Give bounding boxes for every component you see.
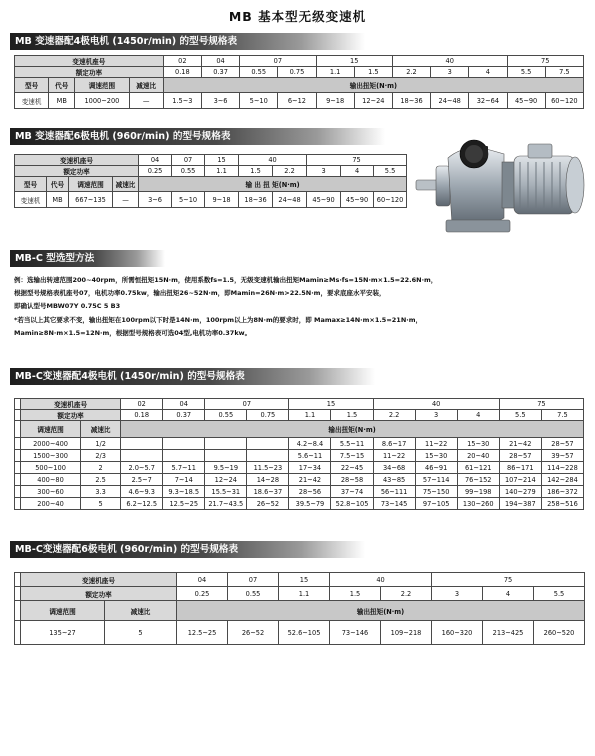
torque-cell: 57~114 (415, 474, 457, 486)
torque-cell: 18.6~37 (247, 486, 289, 498)
torque-cell: 39~57 (541, 450, 583, 462)
power-cell: 3 (307, 166, 341, 177)
power-label: 额定功率 (21, 410, 121, 421)
power-cell: 0.25 (139, 166, 172, 177)
torque-cell: 2.5~7 (121, 474, 163, 486)
power-cell: 3 (415, 410, 457, 421)
power-cell: 1.1 (205, 166, 239, 177)
power-cell: 0.18 (163, 67, 201, 78)
frame-cell: 02 (163, 56, 201, 67)
torque-cell: 7~14 (163, 474, 205, 486)
torque-cell: 9.3~18.5 (163, 486, 205, 498)
torque-cell: 3~6 (201, 93, 239, 109)
torque-cell: 142~284 (541, 474, 583, 486)
torque-cell: 186~372 (541, 486, 583, 498)
torque-cell: 5~10 (172, 192, 205, 208)
torque-cell: 43~85 (373, 474, 415, 486)
torque-cell: 32~64 (469, 93, 507, 109)
torque-cell: 28~58 (331, 474, 373, 486)
torque-cell (163, 438, 205, 450)
torque-cell: 5.6~11 (289, 450, 331, 462)
range-cell: 400~80 (21, 474, 81, 486)
frame-cell: 75 (432, 573, 585, 587)
page-title: MB 基本型无级变速机 (228, 9, 367, 24)
range-cell: 300~60 (21, 486, 81, 498)
torque-cell: 2.0~5.7 (121, 462, 163, 474)
range-cell: 500~100 (21, 462, 81, 474)
ratio-cell: 3.3 (81, 486, 121, 498)
torque-cell: 1.5~3 (163, 93, 201, 109)
torque-cell: 73~146 (330, 621, 381, 645)
torque-cell: 28~57 (499, 450, 541, 462)
torque-cell: 61~121 (457, 462, 499, 474)
torque-cell: 52.6~105 (279, 621, 330, 645)
frame-cell: 15 (205, 155, 239, 166)
section3-title-bar: MB-C 型选型方法 (10, 250, 165, 267)
torque-cell (121, 438, 163, 450)
torque-cell: 73~145 (373, 498, 415, 510)
frame-cell: 75 (499, 399, 583, 410)
sec4-spec-table (14, 398, 584, 510)
frame-cell: 40 (239, 155, 307, 166)
frame-cell: 07 (172, 155, 205, 166)
torque-cell: 75~150 (415, 486, 457, 498)
power-cell: 5.5 (374, 166, 407, 177)
torque-cell: 109~218 (381, 621, 432, 645)
torque-cell: 15.5~31 (205, 486, 247, 498)
power-cell: 4 (341, 166, 374, 177)
range-label: 调速范围 (21, 421, 81, 438)
torque-cell: 160~320 (432, 621, 483, 645)
torque-cell: 9~18 (205, 192, 239, 208)
torque-cell: 28~57 (541, 438, 583, 450)
ratio-cell: — (113, 192, 139, 208)
torque-cell (205, 438, 247, 450)
power-cell: 2.2 (392, 67, 430, 78)
code-label: 代号 (47, 177, 69, 192)
range-label: 调速范围 (21, 601, 105, 621)
power-cell: 4 (483, 587, 534, 601)
power-cell: 5.5 (534, 587, 585, 601)
power-cell: 0.18 (121, 410, 163, 421)
power-cell: 0.55 (205, 410, 247, 421)
selection-note-line: Mamin≥8N·m×1.5=12N·m，根据型号规格表可选04型,电机功率0.37kw。 (14, 329, 252, 337)
ratio-label: 减速比 (113, 177, 139, 192)
power-cell: 4 (469, 67, 507, 78)
section2-title-bar: MB 变速器配6极电机 (960r/min) 的型号规格表 (10, 128, 385, 145)
power-cell: 5.5 (499, 410, 541, 421)
sec2-spec-table (14, 154, 407, 208)
torque-cell: 213~425 (483, 621, 534, 645)
power-cell: 3 (432, 587, 483, 601)
code-label: 代号 (49, 78, 75, 93)
torque-cell: 26~52 (247, 498, 289, 510)
section1-title-bar: MB 变速器配4极电机 (1450r/min) 的型号规格表 (10, 33, 365, 50)
torque-cell: 130~260 (457, 498, 499, 510)
power-cell: 0.55 (228, 587, 279, 601)
torque-cell: 6.2~12.5 (121, 498, 163, 510)
torque-cell: 14~28 (247, 474, 289, 486)
torque-cell: 11~22 (415, 438, 457, 450)
frame-cell: 75 (307, 155, 407, 166)
range-cell: 2000~400 (21, 438, 81, 450)
torque-cell: 114~228 (541, 462, 583, 474)
torque-cell: 76~152 (457, 474, 499, 486)
ratio-cell: — (129, 93, 163, 109)
frame-cell: 04 (201, 56, 239, 67)
power-cell: 1.1 (316, 67, 354, 78)
torque-cell: 12.5~25 (177, 621, 228, 645)
torque-cell: 15~30 (415, 450, 457, 462)
power-cell: 0.55 (240, 67, 278, 78)
frame-cell: 04 (177, 573, 228, 587)
torque-cell: 260~520 (534, 621, 585, 645)
torque-cell: 52.8~105 (331, 498, 373, 510)
torque-cell (121, 450, 163, 462)
type-cell: 变速机 (15, 192, 47, 208)
power-cell: 1.5 (330, 587, 381, 601)
power-cell: 2.2 (381, 587, 432, 601)
variator-motor-image (412, 132, 588, 248)
torque-cell: 45~90 (507, 93, 545, 109)
torque-cell: 26~52 (228, 621, 279, 645)
torque-cell: 5~10 (240, 93, 278, 109)
section4-title-bar: MB-C变速器配4极电机 (1450r/min) 的型号规格表 (10, 368, 375, 385)
torque-cell: 5.5~11 (331, 438, 373, 450)
range-cell: 135~27 (21, 621, 105, 645)
frame-cell: 07 (240, 56, 316, 67)
torque-cell: 4.6~9.3 (121, 486, 163, 498)
torque-cell: 24~48 (431, 93, 469, 109)
torque-label: 输 出 扭 矩(N·m) (139, 177, 407, 192)
ratio-cell: 2/3 (81, 450, 121, 462)
range-cell: 1500~300 (21, 450, 81, 462)
frame-cell: 40 (373, 399, 499, 410)
torque-cell: 7.5~15 (331, 450, 373, 462)
torque-cell (205, 450, 247, 462)
power-cell: 1.5 (354, 67, 392, 78)
torque-cell: 12~24 (205, 474, 247, 486)
torque-cell: 21.7~43.5 (205, 498, 247, 510)
frame-cell: 04 (163, 399, 205, 410)
torque-cell: 11~22 (373, 450, 415, 462)
frame-cell: 07 (228, 573, 279, 587)
power-cell: 1.5 (331, 410, 373, 421)
ratio-label: 减速比 (105, 601, 177, 621)
torque-cell: 18~36 (239, 192, 273, 208)
range-cell: 1000~200 (75, 93, 129, 109)
torque-cell: 24~48 (273, 192, 307, 208)
power-cell: 7.5 (545, 67, 583, 78)
torque-cell: 140~279 (499, 486, 541, 498)
power-cell: 5.5 (507, 67, 545, 78)
power-label: 额定功率 (15, 166, 139, 177)
power-cell: 0.37 (163, 410, 205, 421)
range-cell: 200~40 (21, 498, 81, 510)
frame-cell: 40 (392, 56, 507, 67)
power-cell: 0.75 (247, 410, 289, 421)
frame-cell: 04 (139, 155, 172, 166)
range-label: 调速范围 (69, 177, 113, 192)
frame-cell: 15 (289, 399, 373, 410)
frame-label: 变速机座号 (15, 155, 139, 166)
torque-cell: 39.5~79 (289, 498, 331, 510)
frame-cell: 15 (316, 56, 392, 67)
power-cell: 0.75 (278, 67, 316, 78)
torque-cell: 21~42 (499, 438, 541, 450)
torque-cell: 46~91 (415, 462, 457, 474)
sec5-spec-table (14, 572, 585, 645)
ratio-cell: 2.5 (81, 474, 121, 486)
torque-cell: 9.5~19 (205, 462, 247, 474)
power-cell: 0.37 (201, 67, 239, 78)
torque-cell: 45~90 (307, 192, 341, 208)
frame-label: 变速机座号 (15, 56, 164, 67)
power-cell: 4 (457, 410, 499, 421)
torque-cell: 56~111 (373, 486, 415, 498)
torque-cell: 8.6~17 (373, 438, 415, 450)
section5-title-bar: MB-C变速器配6极电机 (960r/min) 的型号规格表 (10, 541, 365, 558)
torque-cell: 97~105 (415, 498, 457, 510)
torque-cell: 194~387 (499, 498, 541, 510)
torque-cell: 45~90 (341, 192, 374, 208)
sec1-spec-table (14, 55, 584, 109)
power-cell: 7.5 (541, 410, 583, 421)
power-cell: 2.2 (273, 166, 307, 177)
torque-cell (247, 438, 289, 450)
torque-cell: 28~56 (289, 486, 331, 498)
power-cell: 2.2 (373, 410, 415, 421)
torque-cell: 6~12 (278, 93, 316, 109)
frame-label: 变速机座号 (21, 573, 177, 587)
torque-cell: 11.5~23 (247, 462, 289, 474)
code-cell: MB (47, 192, 69, 208)
ratio-cell: 5 (81, 498, 121, 510)
torque-label: 输出扭矩(N·m) (121, 421, 584, 438)
ratio-cell: 1/2 (81, 438, 121, 450)
torque-cell: 18~36 (392, 93, 430, 109)
type-cell: 变速机 (15, 93, 49, 109)
torque-cell: 34~68 (373, 462, 415, 474)
power-cell: 0.25 (177, 587, 228, 601)
code-cell: MB (49, 93, 75, 109)
power-cell: 1.1 (279, 587, 330, 601)
torque-cell: 21~42 (289, 474, 331, 486)
torque-cell: 107~214 (499, 474, 541, 486)
torque-label: 输出扭矩(N·m) (177, 601, 585, 621)
torque-cell: 15~30 (457, 438, 499, 450)
torque-cell: 60~120 (374, 192, 407, 208)
selection-example-line: 即确认型号MBW07Y 0.75C 5 B3 (14, 302, 121, 310)
power-label: 额定功率 (15, 67, 164, 78)
torque-cell: 22~45 (331, 462, 373, 474)
frame-label: 变速机座号 (21, 399, 121, 410)
torque-cell: 12~24 (354, 93, 392, 109)
torque-cell: 5.7~11 (163, 462, 205, 474)
ratio-label: 减速比 (81, 421, 121, 438)
torque-cell: 99~198 (457, 486, 499, 498)
torque-cell: 12.5~25 (163, 498, 205, 510)
power-label: 额定功率 (21, 587, 177, 601)
ratio-cell: 2 (81, 462, 121, 474)
type-label: 型号 (15, 177, 47, 192)
torque-cell: 9~18 (316, 93, 354, 109)
frame-cell: 40 (330, 573, 432, 587)
ratio-cell: 5 (105, 621, 177, 645)
torque-cell (247, 450, 289, 462)
torque-cell: 86~171 (499, 462, 541, 474)
frame-cell: 07 (205, 399, 289, 410)
range-cell: 667~135 (69, 192, 113, 208)
selection-example-line: 例：选输出转速范围200~40rpm，所需恒扭矩15N·m，使用系数fs=1.5，无级变速机输出扭矩Mamin≥Ms·fs=15N·m×1.5=22.6N·m， (14, 276, 438, 284)
power-cell: 3 (431, 67, 469, 78)
selection-note-line: *若当以上其它要求不变，输出扭矩在100rpm以下时是14N·m，100rpm以上为8N·m的要求时，即 Mamax≥14N·m×1.5=21N·m， (14, 316, 423, 324)
power-cell: 1.1 (289, 410, 331, 421)
torque-cell (163, 450, 205, 462)
frame-cell: 75 (507, 56, 584, 67)
torque-cell: 60~120 (545, 93, 583, 109)
frame-cell: 02 (121, 399, 163, 410)
type-label: 型号 (15, 78, 49, 93)
torque-label: 输出扭矩(N·m) (163, 78, 583, 93)
torque-cell: 258~516 (541, 498, 583, 510)
frame-cell: 15 (279, 573, 330, 587)
selection-example-line: 根据型号规格表机座号07，电机功率0.75kw，输出扭矩26~52N·m，即Mamin=26N·m>22.5N·m，要求底座水平安装， (14, 289, 386, 297)
torque-cell: 20~40 (457, 450, 499, 462)
ratio-label: 减速比 (129, 78, 163, 93)
torque-cell: 4.2~8.4 (289, 438, 331, 450)
power-cell: 0.55 (172, 166, 205, 177)
range-label: 调速范围 (75, 78, 129, 93)
torque-cell: 3~6 (139, 192, 172, 208)
torque-cell: 17~34 (289, 462, 331, 474)
power-cell: 1.5 (239, 166, 273, 177)
torque-cell: 37~74 (331, 486, 373, 498)
